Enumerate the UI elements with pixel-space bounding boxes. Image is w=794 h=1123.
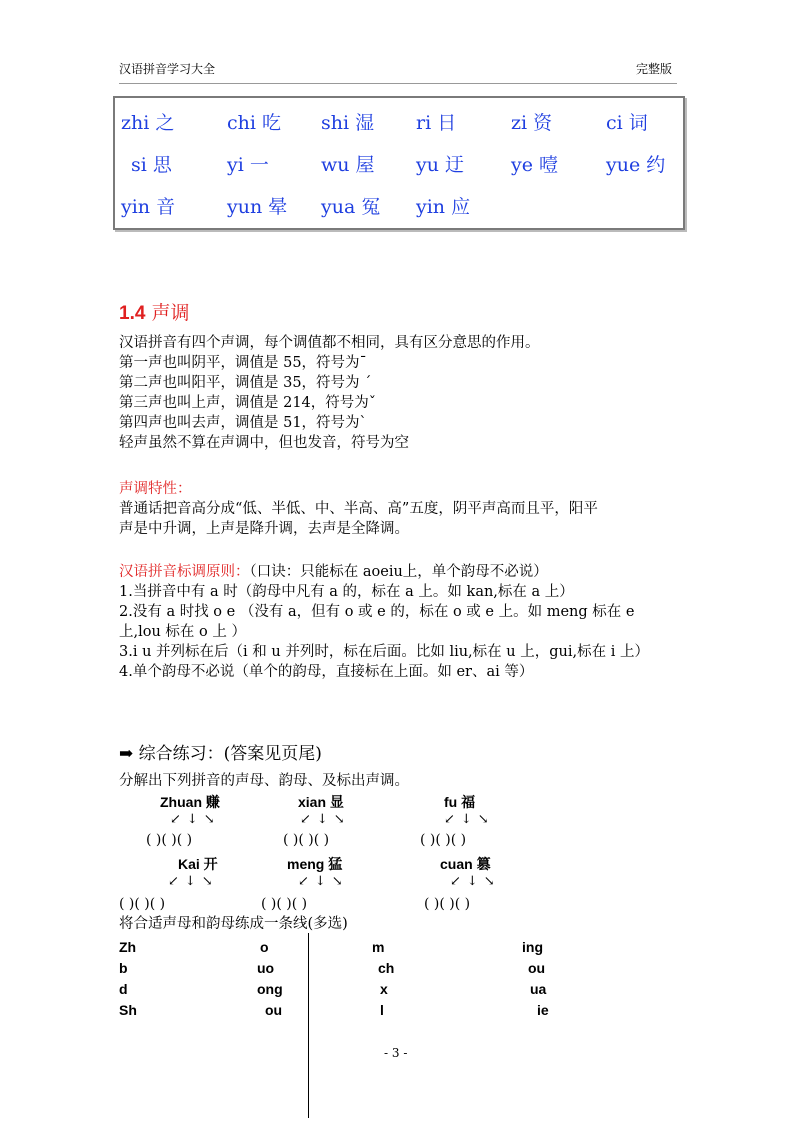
traits-line: 普通话把音高分成“低、半低、中、半高、高”五度，阴平声高而且平，阳平 <box>119 501 598 517</box>
split-arrows: ↙↓↘ <box>444 812 495 827</box>
tone-line: 第三声也叫上声，调值是 214，符号为ˇ <box>119 395 377 411</box>
syllable-cell: ci 词 <box>606 112 648 134</box>
match-final[interactable]: uo <box>257 960 275 976</box>
header-edition: 完整版 <box>636 62 673 76</box>
exercise-word: cuan 篡 <box>440 856 491 872</box>
exercise-title: ➡ 综合练习：(答案见页尾) <box>119 744 322 764</box>
rule-line: 1.当拼音中有 a 时（韵母中凡有 a 的，标在 a 上。如 kan,标在 a 上） <box>119 584 574 600</box>
match-initial[interactable]: x <box>380 981 388 997</box>
match-initial[interactable]: b <box>119 960 128 976</box>
split-arrows: ↙↓↘ <box>300 812 351 827</box>
tone-line: 第一声也叫阴平，调值是 55，符号为¯ <box>119 355 367 371</box>
match-final[interactable]: ong <box>257 981 283 997</box>
exercise-instruction: 分解出下列拼音的声母、韵母、及标出声调。 <box>119 773 409 789</box>
traits-paragraph <box>119 499 598 539</box>
rule-line: 4.单个韵母不必说（单个的韵母，直接标在上面。如 er、ai 等） <box>119 664 534 680</box>
answer-blanks[interactable]: ( )( )( ) <box>119 896 166 912</box>
answer-blanks[interactable]: ( )( )( ) <box>283 832 330 848</box>
match-initial[interactable]: Sh <box>119 1002 137 1018</box>
match-final[interactable]: o <box>260 939 269 955</box>
tone-line: 第二声也叫阳平，调值是 35，符号为 ˊ <box>119 375 372 391</box>
match-final[interactable]: ou <box>528 960 546 976</box>
exercise-word: Zhuan 赚 <box>160 794 220 810</box>
syllable-cell: yin 音 <box>121 196 176 218</box>
traits-line: 声是中升调，上声是降升调，去声是全降调。 <box>119 521 409 537</box>
syllable-cell: ye 噎 <box>511 154 559 176</box>
exercise-word: Kai 开 <box>178 856 218 872</box>
exercise-word: xian 显 <box>298 794 344 810</box>
tone-line: 第四声也叫去声，调值是 51，符号为ˋ <box>119 415 367 431</box>
rules-mnemonic: （口诀：只能标在 aoeiu上，单个韵母不必说） <box>249 564 548 580</box>
syllable-table <box>113 96 685 230</box>
match-initial[interactable]: l <box>380 1002 384 1018</box>
match-final[interactable]: ing <box>522 939 543 955</box>
rule-line: 上,lou 标在 o 上 ） <box>119 624 246 640</box>
syllable-cell: yin 应 <box>416 196 471 218</box>
exercise-word: fu 福 <box>444 794 476 810</box>
answer-blanks[interactable]: ( )( )( ) <box>424 896 471 912</box>
rules-heading-line <box>119 562 548 582</box>
traits-heading: 声调特性： <box>119 481 192 497</box>
syllable-cell: si 思 <box>131 154 172 176</box>
syllable-cell: chi 吃 <box>227 112 281 134</box>
syllable-cell: zhi 之 <box>121 112 175 134</box>
section-number: 1.4 <box>119 303 146 324</box>
page-number: - 3 - <box>384 1046 408 1060</box>
match-initial[interactable]: ch <box>378 960 395 976</box>
answer-blanks[interactable]: ( )( )( ) <box>420 832 467 848</box>
syllable-cell: yu 迂 <box>416 154 465 176</box>
split-arrows: ↙↓↘ <box>168 874 219 889</box>
rule-line: 3.i u 并列标在后（i 和 u 并列时，标在后面。比如 liu,标在 u 上，gui,标在 i 上） <box>119 644 649 660</box>
syllable-cell: wu 屋 <box>321 154 375 176</box>
exercise-word: meng 猛 <box>287 856 343 872</box>
syllable-cell: zi 资 <box>511 112 553 134</box>
rules-list <box>119 582 649 682</box>
section-heading <box>119 298 189 325</box>
syllable-cell: yue 约 <box>606 154 666 176</box>
header-divider <box>119 83 677 84</box>
answer-blanks[interactable]: ( )( )( ) <box>146 832 193 848</box>
rules-heading: 汉语拼音标调原则： <box>119 564 250 580</box>
match-instruction: 将合适声母和韵母练成一条线(多选) <box>119 916 348 932</box>
tone-line: 汉语拼音有四个声调，每个调值都不相同，具有区分意思的作用。 <box>119 335 540 351</box>
tone-line: 轻声虽然不算在声调中，但也发音，符号为空 <box>119 435 409 451</box>
header-title: 汉语拼音学习大全 <box>119 62 216 76</box>
syllable-cell: shi 湿 <box>321 112 375 134</box>
split-arrows: ↙↓↘ <box>298 874 349 889</box>
split-arrows: ↙↓↘ <box>170 812 221 827</box>
match-initial[interactable]: m <box>372 939 385 955</box>
syllable-cell: yi 一 <box>227 154 269 176</box>
syllable-cell: yun 晕 <box>227 196 288 218</box>
answer-blanks[interactable]: ( )( )( ) <box>261 896 308 912</box>
match-divider <box>308 933 309 1118</box>
match-initial[interactable]: Zh <box>119 939 137 955</box>
tone-paragraph <box>119 333 540 453</box>
split-arrows: ↙↓↘ <box>450 874 501 889</box>
match-initial[interactable]: d <box>119 981 128 997</box>
match-final[interactable]: ie <box>537 1002 549 1018</box>
syllable-cell: yua 冤 <box>321 196 381 218</box>
syllable-cell: ri 日 <box>416 112 457 134</box>
match-final[interactable]: ua <box>530 981 547 997</box>
section-title: 声调 <box>151 302 190 324</box>
rule-line: 2.没有 a 时找 o e （没有 a，但有 o 或 e 的，标在 o 或 e 上。如 meng 标在 e <box>119 604 635 620</box>
match-final[interactable]: ou <box>265 1002 283 1018</box>
